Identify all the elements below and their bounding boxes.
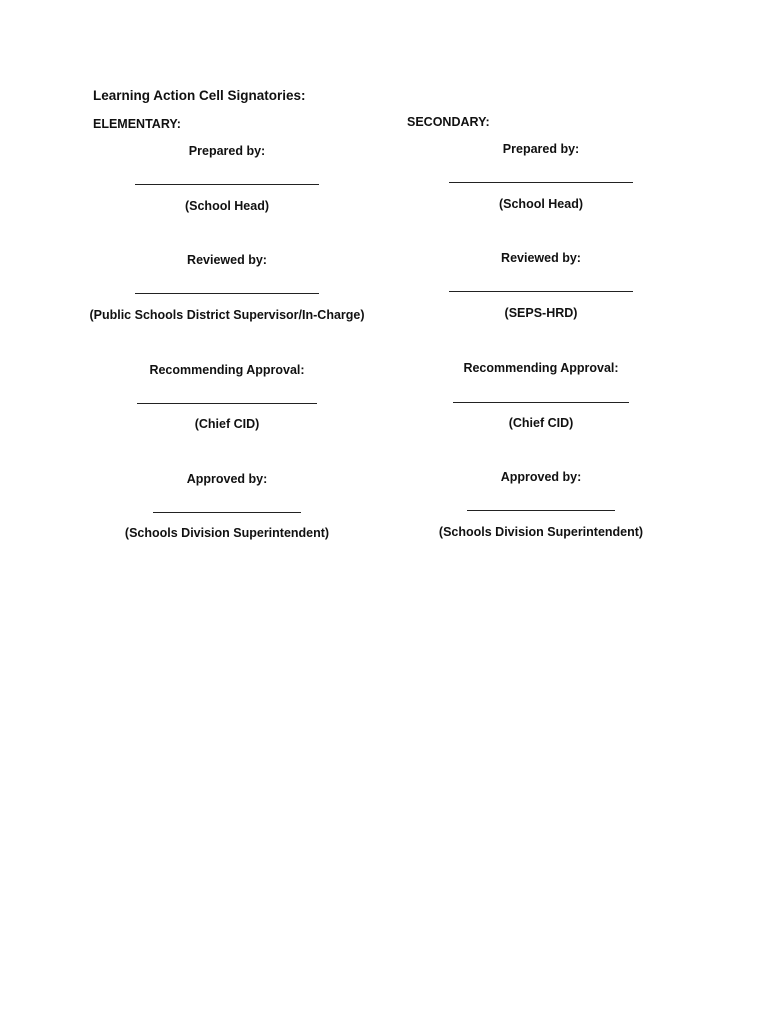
- elementary-approved-label: Approved by:: [186, 472, 268, 486]
- secondary-reviewed-signature-line: [449, 291, 633, 292]
- secondary-prepared-label: Prepared by:: [502, 142, 580, 156]
- secondary-prepared-role: (School Head): [498, 197, 584, 211]
- elementary-recommending-label: Recommending Approval:: [149, 363, 305, 377]
- elementary-prepared-label: Prepared by:: [188, 144, 266, 158]
- secondary-heading: SECONDARY:: [407, 115, 490, 129]
- secondary-reviewed-role: (SEPS-HRD): [504, 306, 578, 320]
- elementary-reviewed-signature-line: [135, 293, 319, 294]
- elementary-recommending-signature-line: [137, 403, 317, 404]
- secondary-recommending-role: (Chief CID): [508, 416, 574, 430]
- elementary-approved-signature-line: [153, 512, 301, 513]
- secondary-approved-role: (Schools Division Superintendent): [438, 525, 644, 539]
- secondary-recommending-signature-line: [453, 402, 629, 403]
- secondary-recommending-label: Recommending Approval:: [463, 361, 619, 375]
- document-title: Learning Action Cell Signatories:: [93, 88, 306, 103]
- elementary-heading: ELEMENTARY:: [93, 117, 181, 131]
- elementary-reviewed-label: Reviewed by:: [187, 253, 267, 267]
- elementary-approved-role: (Schools Division Superintendent): [124, 526, 330, 540]
- secondary-reviewed-label: Reviewed by:: [501, 251, 581, 265]
- elementary-prepared-role: (School Head): [184, 199, 270, 213]
- elementary-recommending-role: (Chief CID): [194, 417, 260, 431]
- elementary-prepared-signature-line: [135, 184, 319, 185]
- secondary-approved-label: Approved by:: [500, 470, 582, 484]
- elementary-reviewed-role: (Public Schools District Supervisor/In-Charge): [89, 308, 365, 322]
- secondary-prepared-signature-line: [449, 182, 633, 183]
- secondary-approved-signature-line: [467, 510, 615, 511]
